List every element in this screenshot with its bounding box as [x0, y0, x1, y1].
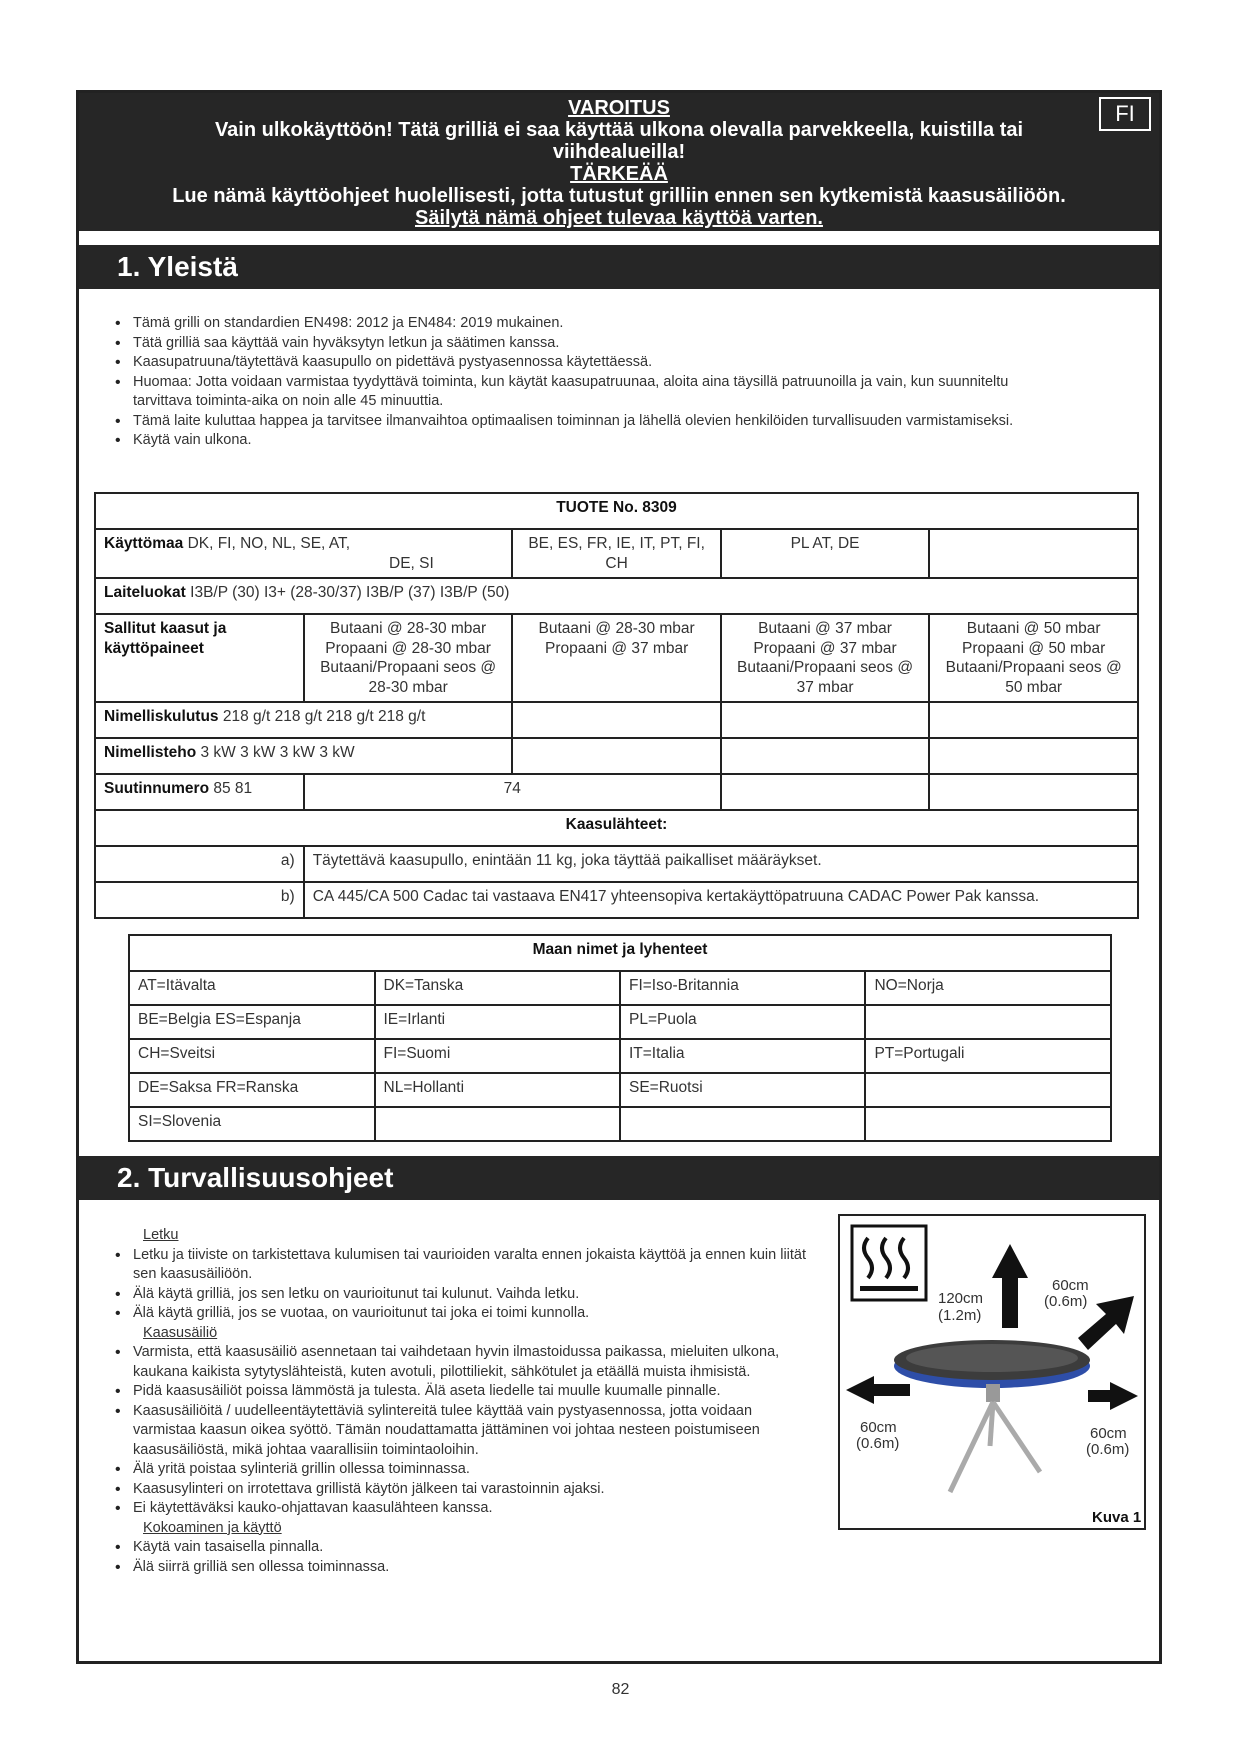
table-cell: IE=Irlanti [375, 1005, 620, 1039]
gas-col2: Butaani @ 28-30 mbar Propaani @ 37 mbar [512, 614, 720, 702]
table-row [129, 971, 1111, 1005]
table-cell: NL=Hollanti [375, 1073, 620, 1107]
list-item: • Varmista, että kaasusäiliö asennetaan tai vaihdetaan hyvin ilmastoidussa paikassa, mieluiten ulkona, kaukana kaikista sytytyslähteistä, kuten avotuli, pilottiliekit, sähkötulet ja etäällä muista ihmisistä. [115, 1343, 815, 1382]
country-col5 [929, 529, 1138, 578]
warning-banner [79, 93, 1159, 231]
list-item: • Letku ja tiiviste on tarkistettava kulumisen tai vaurioiden varalta ennen jokaista käyttöä ja ennen kuin liität sen kaasusäiliöön. [115, 1246, 815, 1285]
page-number: 82 [611, 1681, 630, 1698]
table-cell: NO=Norja [865, 971, 1111, 1005]
list-item: • Älä käytä grilliä, jos sen letku on vaurioitunut tai kulunut. Vaihda letku. [115, 1285, 815, 1305]
right-label-1: 60cm [1090, 1425, 1127, 1442]
product-table [94, 492, 1139, 919]
warning-line-4: Säilytä nämä ohjeet tulevaa käyttöä varten. [415, 207, 823, 229]
list-item: • Huomaa: Jotta voidaan varmistaa tyydyttävä toiminta, kun käytät kaasupatruunaa, aloita aina täysillä patruunoilla ja vain, kun suunniteltu tarvittava toiminta-aika on noin alle 45 minuuttia. [115, 373, 1065, 412]
table-cell: CH=Sveitsi [129, 1039, 375, 1073]
important-title: TÄRKEÄÄ [570, 163, 668, 185]
country-col4: PL AT, DE [721, 529, 930, 578]
table-cell: SE=Ruotsi [620, 1073, 865, 1107]
table-cell [620, 1107, 865, 1141]
source-a-key: a) [95, 846, 304, 882]
section-1-title: 1. Yleistä [79, 245, 1159, 289]
gases-label: Sallitut kaasut ja käyttöpaineet [95, 614, 304, 702]
power-cell: Nimellisteho 3 kW 3 kW 3 kW 3 kW [95, 738, 512, 774]
list-item: • Kaasupatruuna/täytettävä kaasupullo on pidettävä pystyasennossa käytettäessä. [115, 353, 1065, 373]
section-1-list [115, 314, 1065, 451]
list-item: • Käytä vain tasaisella pinnalla. [115, 1538, 815, 1558]
list-item: • Älä yritä poistaa sylinteriä grillin ollessa toiminnassa. [115, 1460, 815, 1480]
gas-col4: Butaani @ 50 mbar Propaani @ 50 mbar Butaani/Propaani seos @ 50 mbar [929, 614, 1138, 702]
left-label-1: 60cm [860, 1419, 897, 1436]
product-title: TUOTE No. 8309 [95, 493, 1138, 529]
hot-surface-icon [852, 1226, 926, 1300]
gas-col3: Butaani @ 37 mbar Propaani @ 37 mbar Butaani/Propaani seos @ 37 mbar [721, 614, 930, 702]
list-item: • Ei käytettäväksi kauko-ohjattavan kaasulähteen kanssa. [115, 1499, 815, 1519]
injector-cell: Suutinnumero 85 81 [95, 774, 304, 810]
arrow-left-icon [846, 1376, 910, 1404]
table-cell: FI=Suomi [375, 1039, 620, 1073]
source-b-key: b) [95, 882, 304, 918]
diag-label-2: (0.6m) [1044, 1293, 1088, 1310]
table-cell: PT=Portugali [865, 1039, 1111, 1073]
arrow-right-icon [1088, 1382, 1138, 1410]
country-table [128, 934, 1112, 1142]
table-cell: DE=Saksa FR=Ranska [129, 1073, 375, 1107]
table-cell: PL=Puola [620, 1005, 865, 1039]
list-item: • Käytä vain ulkona. [115, 431, 1065, 451]
grill-drawing [894, 1340, 1090, 1492]
subheading: Letku [143, 1227, 179, 1243]
list-item: • Tätä grilliä saa käyttää vain hyväksytyn letkun ja säätimen kanssa. [115, 334, 1065, 354]
source-b: CA 445/CA 500 Cadac tai vastaava EN417 yhteensopiva kertakäyttöpatruuna CADAC Power Pak kanssa. [304, 882, 1138, 918]
gas-col1: Butaani @ 28-30 mbar Propaani @ 28-30 mbar Butaani/Propaani seos @ 28-30 mbar [304, 614, 513, 702]
list-item: • Pidä kaasusäiliöt poissa lämmöstä ja tulesta. Älä aseta liedelle tai muulle kuumalle pinnalle. [115, 1382, 815, 1402]
subheading: Kokoaminen ja käyttö [143, 1519, 282, 1536]
section-2-list [115, 1226, 815, 1577]
table-cell: DK=Tanska [375, 971, 620, 1005]
table-row [129, 1005, 1111, 1039]
table-row [129, 1073, 1111, 1107]
table-cell: IT=Italia [620, 1039, 865, 1073]
country-col3: BE, ES, FR, IE, IT, PT, FI, CH [512, 529, 720, 578]
list-item: • Älä siirrä grilliä sen ollessa toiminnassa. [115, 1558, 815, 1578]
left-label-2: (0.6m) [856, 1435, 900, 1452]
figure-caption: Kuva 1 [1092, 1509, 1142, 1526]
safety-distance-figure [838, 1214, 1146, 1530]
injector-col2: 74 [304, 774, 721, 810]
language-badge: FI [1099, 97, 1151, 131]
category-cell: Laiteluokat I3B/P (30) I3+ (28-30/37) I3B/P (37) I3B/P (50) [95, 578, 1138, 614]
list-item: • Tämä laite kuluttaa happea ja tarvitsee ilmanvaihtoa optimaalisen toiminnan ja lähellä olevien henkilöiden turvallisuuden varmistamiseksi. [115, 412, 1065, 432]
table-cell: BE=Belgia ES=Espanja [129, 1005, 375, 1039]
top-label-2: (1.2m) [938, 1307, 982, 1324]
warning-line-3: Lue nämä käyttöohjeet huolellisesti, jotta tutustut grilliin ennen sen kytkemistä kaasusäiliöön. [172, 185, 1066, 207]
warning-line-2: viihdealueilla! [552, 141, 686, 163]
list-item: • Älä käytä grilliä, jos se vuotaa, on vaurioitunut tai joka ei toimi kunnolla. [115, 1304, 815, 1324]
table-cell [375, 1107, 620, 1141]
list-item: • Kaasusylinteri on irrotettava grillistä käytön jälkeen tai varastoinnin ajaksi. [115, 1480, 815, 1500]
list-item: • Tämä grilli on standardien EN498: 2012 ja EN484: 2019 mukainen. [115, 314, 1065, 334]
warning-title: VAROITUS [568, 97, 670, 119]
arrow-up-icon [992, 1244, 1028, 1328]
country-cell: Käyttömaa DK, FI, NO, NL, SE, AT, DE, SI [95, 529, 512, 578]
grill-clearance-illustration [840, 1216, 1144, 1528]
warning-line-1: Vain ulkokäyttöön! Tätä grilliä ei saa käyttää ulkona olevalla parvekkeella, kuistilla tai [214, 119, 1024, 141]
table-row [129, 1107, 1111, 1141]
sources-title: Kaasulähteet: [95, 810, 1138, 846]
diag-label-1: 60cm [1052, 1277, 1089, 1294]
subheading: Kaasusäiliö [143, 1324, 218, 1341]
table-cell [865, 1107, 1111, 1141]
source-a: Täytettävä kaasupullo, enintään 11 kg, joka täyttää paikalliset määräykset. [304, 846, 1138, 882]
section-2-title: 2. Turvallisuusohjeet [79, 1156, 1159, 1200]
right-label-2: (0.6m) [1086, 1441, 1130, 1458]
table-cell: SI=Slovenia [129, 1107, 375, 1141]
table-cell [865, 1073, 1111, 1107]
consumption-cell: Nimelliskulutus 218 g/t 218 g/t 218 g/t 218 g/t [95, 702, 512, 738]
table-cell: AT=Itävalta [129, 971, 375, 1005]
country-table-title: Maan nimet ja lyhenteet [129, 935, 1111, 971]
table-cell [865, 1005, 1111, 1039]
table-cell: FI=Iso-Britannia [620, 971, 865, 1005]
top-label-1: 120cm [938, 1290, 984, 1307]
list-item: • Kaasusäiliöitä / uudelleentäytettäviä sylintereitä tulee käyttää vain pystyasennossa, jotta voidaan varmistaa kaasun oikea syöttö. Tämän noudattamatta jättäminen voi johtaa nesteen poistumiseen kaasusäiliöstä, mikä johtaa vaarallisiin toimintaoloihin. [115, 1402, 815, 1461]
table-row [129, 1039, 1111, 1073]
